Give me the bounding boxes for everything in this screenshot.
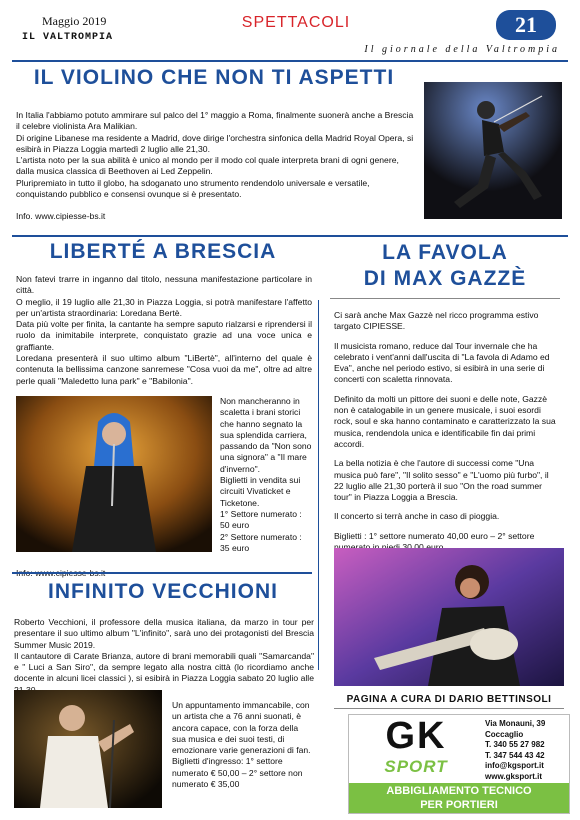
vecchioni-paragraph: Il cantautore di Carate Brianza, autore di brani memorabili quali "Samarcanda" e " Luci a San Siro", da sempre legato alla nostra città (lo ricordiamo anche docente in alcuni licei classici ), si esibirà in Piazza Loggia sabato 20 luglio alle: [14, 650, 314, 684]
liberte-paragraph: Biglietti in vendita sui circuiti Vivaticket e Ticketone.: [220, 475, 301, 508]
liberte-paragraph: O meglio, il 19 luglio alle 21,30 in Piazza Loggia, si potrà manifestare l'affetto per un'artista straordinaria: Loredana Bertè.: [16, 296, 312, 318]
gazze-title: [330, 240, 560, 292]
section-rule: [12, 572, 312, 574]
liberte-paragraph: Non fatevi trarre in inganno dal titolo, nessuna manifestazione particolare in città.: [16, 274, 312, 296]
vecchioni-body-lower: [172, 700, 314, 790]
gazze-paragraph: Definito da molti un pittore dei suoni e delle note, Gazzè non è catalogabile in un genere musicale, i suoi esordi rock, soul e ska hanno contaminato e caratterizzato la sua musica, rendendola unica e identificabile fin dai primi accordi.: [334, 393, 556, 449]
liberte-paragraph: Data più volte per finita, la cantante ha sempre saputo rialzarsi e riprendersi il ruolo da inimitabile interprete, conquistato grazie ad una voce unica e graffiante.: [16, 319, 312, 352]
gazze-paragraph: Biglietti : 1° settore numerato 40,00 euro – 2° settore: [334, 530, 535, 541]
violino-paragraph: Pluripremiato in tutto il globo, ha sdoganato uno strumento rendendolo universale e versatile, conquistando pubblico e consensi ovunque si è presentato.: [16, 177, 370, 200]
vecchioni-paragraph: Biglietti d'ingresso: 1° settore numerato € 50,00 – 2° settore non numerato € 35,00: [172, 756, 303, 790]
header-rule: [12, 60, 568, 62]
section-title: SPETTACOLI: [241, 14, 351, 31]
liberte-title: LIBERTÉ A BRESCIA: [49, 240, 277, 263]
ad-phone: T. 347 544 43 42: [485, 750, 545, 760]
violino-paragraph: In Italia l'abbiamo potuto ammirare sul palco del 1° maggio a Roma, finalmente suonerà anche a Brescia il celebre violinista Ara Malikian.: [16, 110, 414, 132]
liberte-body: [16, 274, 312, 387]
gazze-paragraph: Il musicista romano, reduce dal Tour invernale che ha celebrato i vent'anni dall'uscita di "La favola di Adamo ed Eva", anche nel periodo estivo, si esibirà in una serie di concerti con scaletta rinnovata.: [334, 340, 550, 385]
section-rule: [12, 235, 568, 237]
gazze-title-line: LA FAVOLA: [382, 241, 508, 264]
tagline: Il giornale della Valtrompia: [364, 44, 560, 55]
gazze-paragraph: La bella notizia è che l'autore di successi come "Una musica può fare", "Il solito sesso" e "L'uomo più furbo", il 22 luglio alle 21,30 porterà il suo "On the road summer tour" in Piazza Loggia a Brescia.: [334, 458, 549, 503]
gazze-paragraph: Ci sarà anche Max Gazzè nel ricco programma estivo targato CIPIESSE.: [334, 310, 539, 332]
liberte-paragraph: 1° Settore numerato : 50 euro: [220, 508, 302, 531]
page-number-badge: 21: [496, 10, 556, 40]
guitarist-figure-icon: [334, 548, 564, 686]
gazze-title-line: DI MAX GAZZÈ: [363, 267, 527, 290]
ad-slogan: [349, 783, 569, 813]
gazze-paragraph: Il concerto si terrà anche in caso di pioggia.: [334, 511, 500, 522]
vecchioni-paragraph: Un appuntamento immancabile, con un artista che a 76 anni suonati, è ancora capace, con la forza della sua musica e dei suoi testi, di emozionare varie generazioni di fan.: [172, 700, 311, 756]
violinist-figure-icon: [424, 82, 562, 219]
gazze-rule: [330, 298, 560, 299]
singer-photo: [16, 396, 212, 552]
ad-email: info@kgsport.it: [485, 761, 544, 770]
violinist-photo: [424, 82, 562, 219]
ad-address: Via Monauni, 39: [485, 719, 546, 728]
violino-info: Info. www.cipiesse-bs.it: [16, 211, 106, 222]
ad-slogan-line: PER PORTIERI: [420, 799, 498, 811]
violino-title: IL VIOLINO CHE NON TI ASPETTI: [33, 66, 395, 89]
credit-rule: [334, 708, 564, 709]
ad-phone: T. 340 55 27 982: [485, 740, 545, 749]
ad-city: Coccaglio: [485, 729, 524, 739]
liberte-paragraph: Non mancheranno in scaletta i brani storici che hanno segnato la sua splendida carriera, passando da "Non sono una signora" a "Il mare d'inverno".: [220, 396, 312, 474]
vecchioni-title: INFINITO VECCHIONI: [48, 580, 278, 603]
gazze-body: [334, 310, 560, 553]
liberte-paragraph: Loredana presenterà il suo ultimo album "LiBertè", all'interno del quale è contenuta la bellissima canzone sanremese "Cosa vuoi da me", oltre ad altre perle quali "Maledetto luna park" e "Babilonia".: [16, 353, 312, 386]
ad-logo-gk: GK: [385, 715, 447, 757]
violino-body: [16, 110, 416, 223]
vecchioni-photo: [14, 690, 162, 808]
ad-logo-sport: SPORT: [384, 757, 448, 776]
liberte-body-lower: [16, 396, 312, 579]
ad-slogan-line: ABBIGLIAMENTO TECNICO: [386, 785, 532, 797]
ad-website: www.gksport.it: [485, 771, 543, 781]
gk-sport-ad[interactable]: [348, 714, 570, 814]
column-divider: [318, 300, 319, 670]
publication-name: IL VALTROMPIA: [22, 32, 114, 43]
issue-date: Maggio 2019: [42, 14, 107, 28]
liberte-paragraph: 2° Settore numerato : 35 euro: [220, 531, 302, 553]
guitarist-photo: [334, 548, 564, 686]
violino-paragraph: L'artista noto per la sua abilità è unico al mondo per il modo col quale interpreta brani di ogni genere, dalla musica classica di Beethoven ai Led Zeppelin.: [16, 155, 399, 177]
ad-contacts: [485, 719, 569, 782]
singer-old-figure-icon: [14, 690, 162, 808]
violino-paragraph: Di origine Libanese ma residente a Madrid, dove dirige l'orchestra sinfonica della Madrid Royal Opera, si esibirà in Piazza Loggia martedì 2 luglio alle 21,30.: [16, 132, 414, 154]
vecchioni-body: [14, 617, 314, 696]
singer-figure-icon: [16, 396, 212, 552]
vecchioni-paragraph: Roberto Vecchioni, il professore della musica italiana, da marzo in tour per presentare il suo ultimo album "L'infinito", sarà uno dei protagonisti del Brescia Summer Music 2019.: [14, 617, 314, 650]
page-credit: PAGINA A CURA DI DARIO BETTINSOLI: [346, 694, 552, 705]
